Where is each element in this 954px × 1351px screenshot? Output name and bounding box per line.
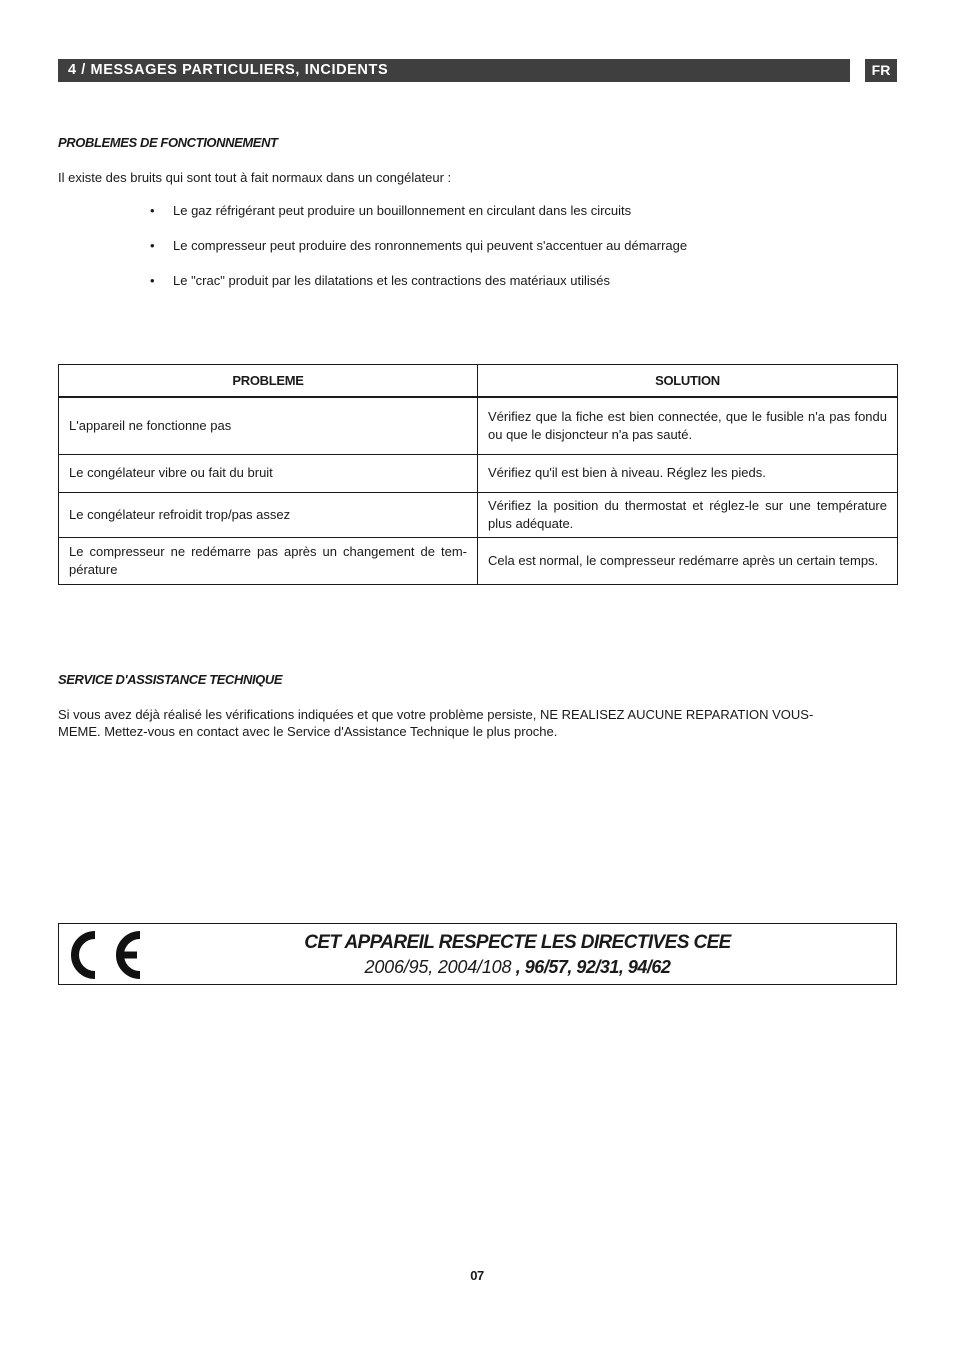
service-text	[58, 706, 813, 740]
ce-directives-regular: 2006/95, 2004/108	[364, 957, 512, 977]
page-number: 07	[470, 1268, 484, 1283]
table-header-row	[59, 365, 898, 398]
ce-statement: CET APPAREIL RESPECTE LES DIRECTIVES CEE	[304, 932, 731, 953]
list-item	[150, 272, 687, 307]
bullet-icon: •	[150, 203, 155, 218]
solution-cell: Vérifiez qu'il est bien à niveau. Réglez les pieds.	[478, 454, 898, 492]
section-title-service: SERVICE D'ASSISTANCE TECHNIQUE	[58, 672, 283, 687]
section-header-title: 4 / MESSAGES PARTICULIERS, INCIDENTS	[68, 62, 389, 78]
noise-list	[150, 202, 687, 307]
list-item-text: Le compresseur peut produire des ronronnements qui peuvent s'accentuer au démarrage	[173, 238, 688, 253]
bullet-icon: •	[150, 273, 155, 288]
problem-cell: L'appareil ne fonctionne pas	[59, 397, 478, 454]
service-text-line-2: MEME. Mettez-vous en contact avec le Service d'Assistance Technique le plus proche.	[58, 724, 558, 739]
table-row	[59, 537, 898, 584]
solution-cell: Vérifiez que la fiche est bien connectée, que le fusible n'a pas fondu ou que le disjoncteur n'a pas sauté.	[478, 397, 898, 454]
column-header-problem: PROBLEME	[59, 365, 478, 398]
ce-directives	[59, 957, 896, 978]
problem-cell: Le compresseur ne redémarre pas après un changement de tem-pérature	[59, 537, 478, 584]
table-row	[59, 454, 898, 492]
noise-intro-text: Il existe des bruits qui sont tout à fait normaux dans un congélateur :	[58, 170, 452, 185]
list-item-text: Le gaz réfrigérant peut produire un bouillonnement en circulant dans les circuits	[173, 203, 632, 218]
troubleshooting-table	[58, 364, 898, 585]
ce-directives-bold: , 96/57, 92/31, 94/62	[511, 957, 671, 977]
table-row	[59, 492, 898, 537]
problem-cell: Le congélateur refroidit trop/pas assez	[59, 492, 478, 537]
list-item	[150, 202, 687, 237]
language-badge: FR	[865, 59, 897, 82]
solution-cell: Cela est normal, le compresseur redémarre après un certain temps.	[478, 537, 898, 584]
solution-cell: Vérifiez la position du thermostat et réglez-le sur une température plus adéquate.	[478, 492, 898, 537]
service-text-line-1: Si vous avez déjà réalisé les vérifications indiquées et que votre problème persiste, NE REALISEZ AUCUNE REPARATION VOUS-	[58, 707, 814, 722]
list-item	[150, 237, 687, 272]
section-header-bar	[58, 59, 850, 82]
column-header-solution: SOLUTION	[478, 365, 898, 398]
bullet-icon: •	[150, 238, 155, 253]
problem-cell: Le congélateur vibre ou fait du bruit	[59, 454, 478, 492]
list-item-text: Le "crac" produit par les dilatations et les contractions des matériaux utilisés	[173, 273, 610, 288]
section-title-problems: PROBLEMES DE FONCTIONNEMENT	[58, 135, 278, 150]
table-row	[59, 397, 898, 454]
ce-compliance-box	[58, 923, 897, 985]
